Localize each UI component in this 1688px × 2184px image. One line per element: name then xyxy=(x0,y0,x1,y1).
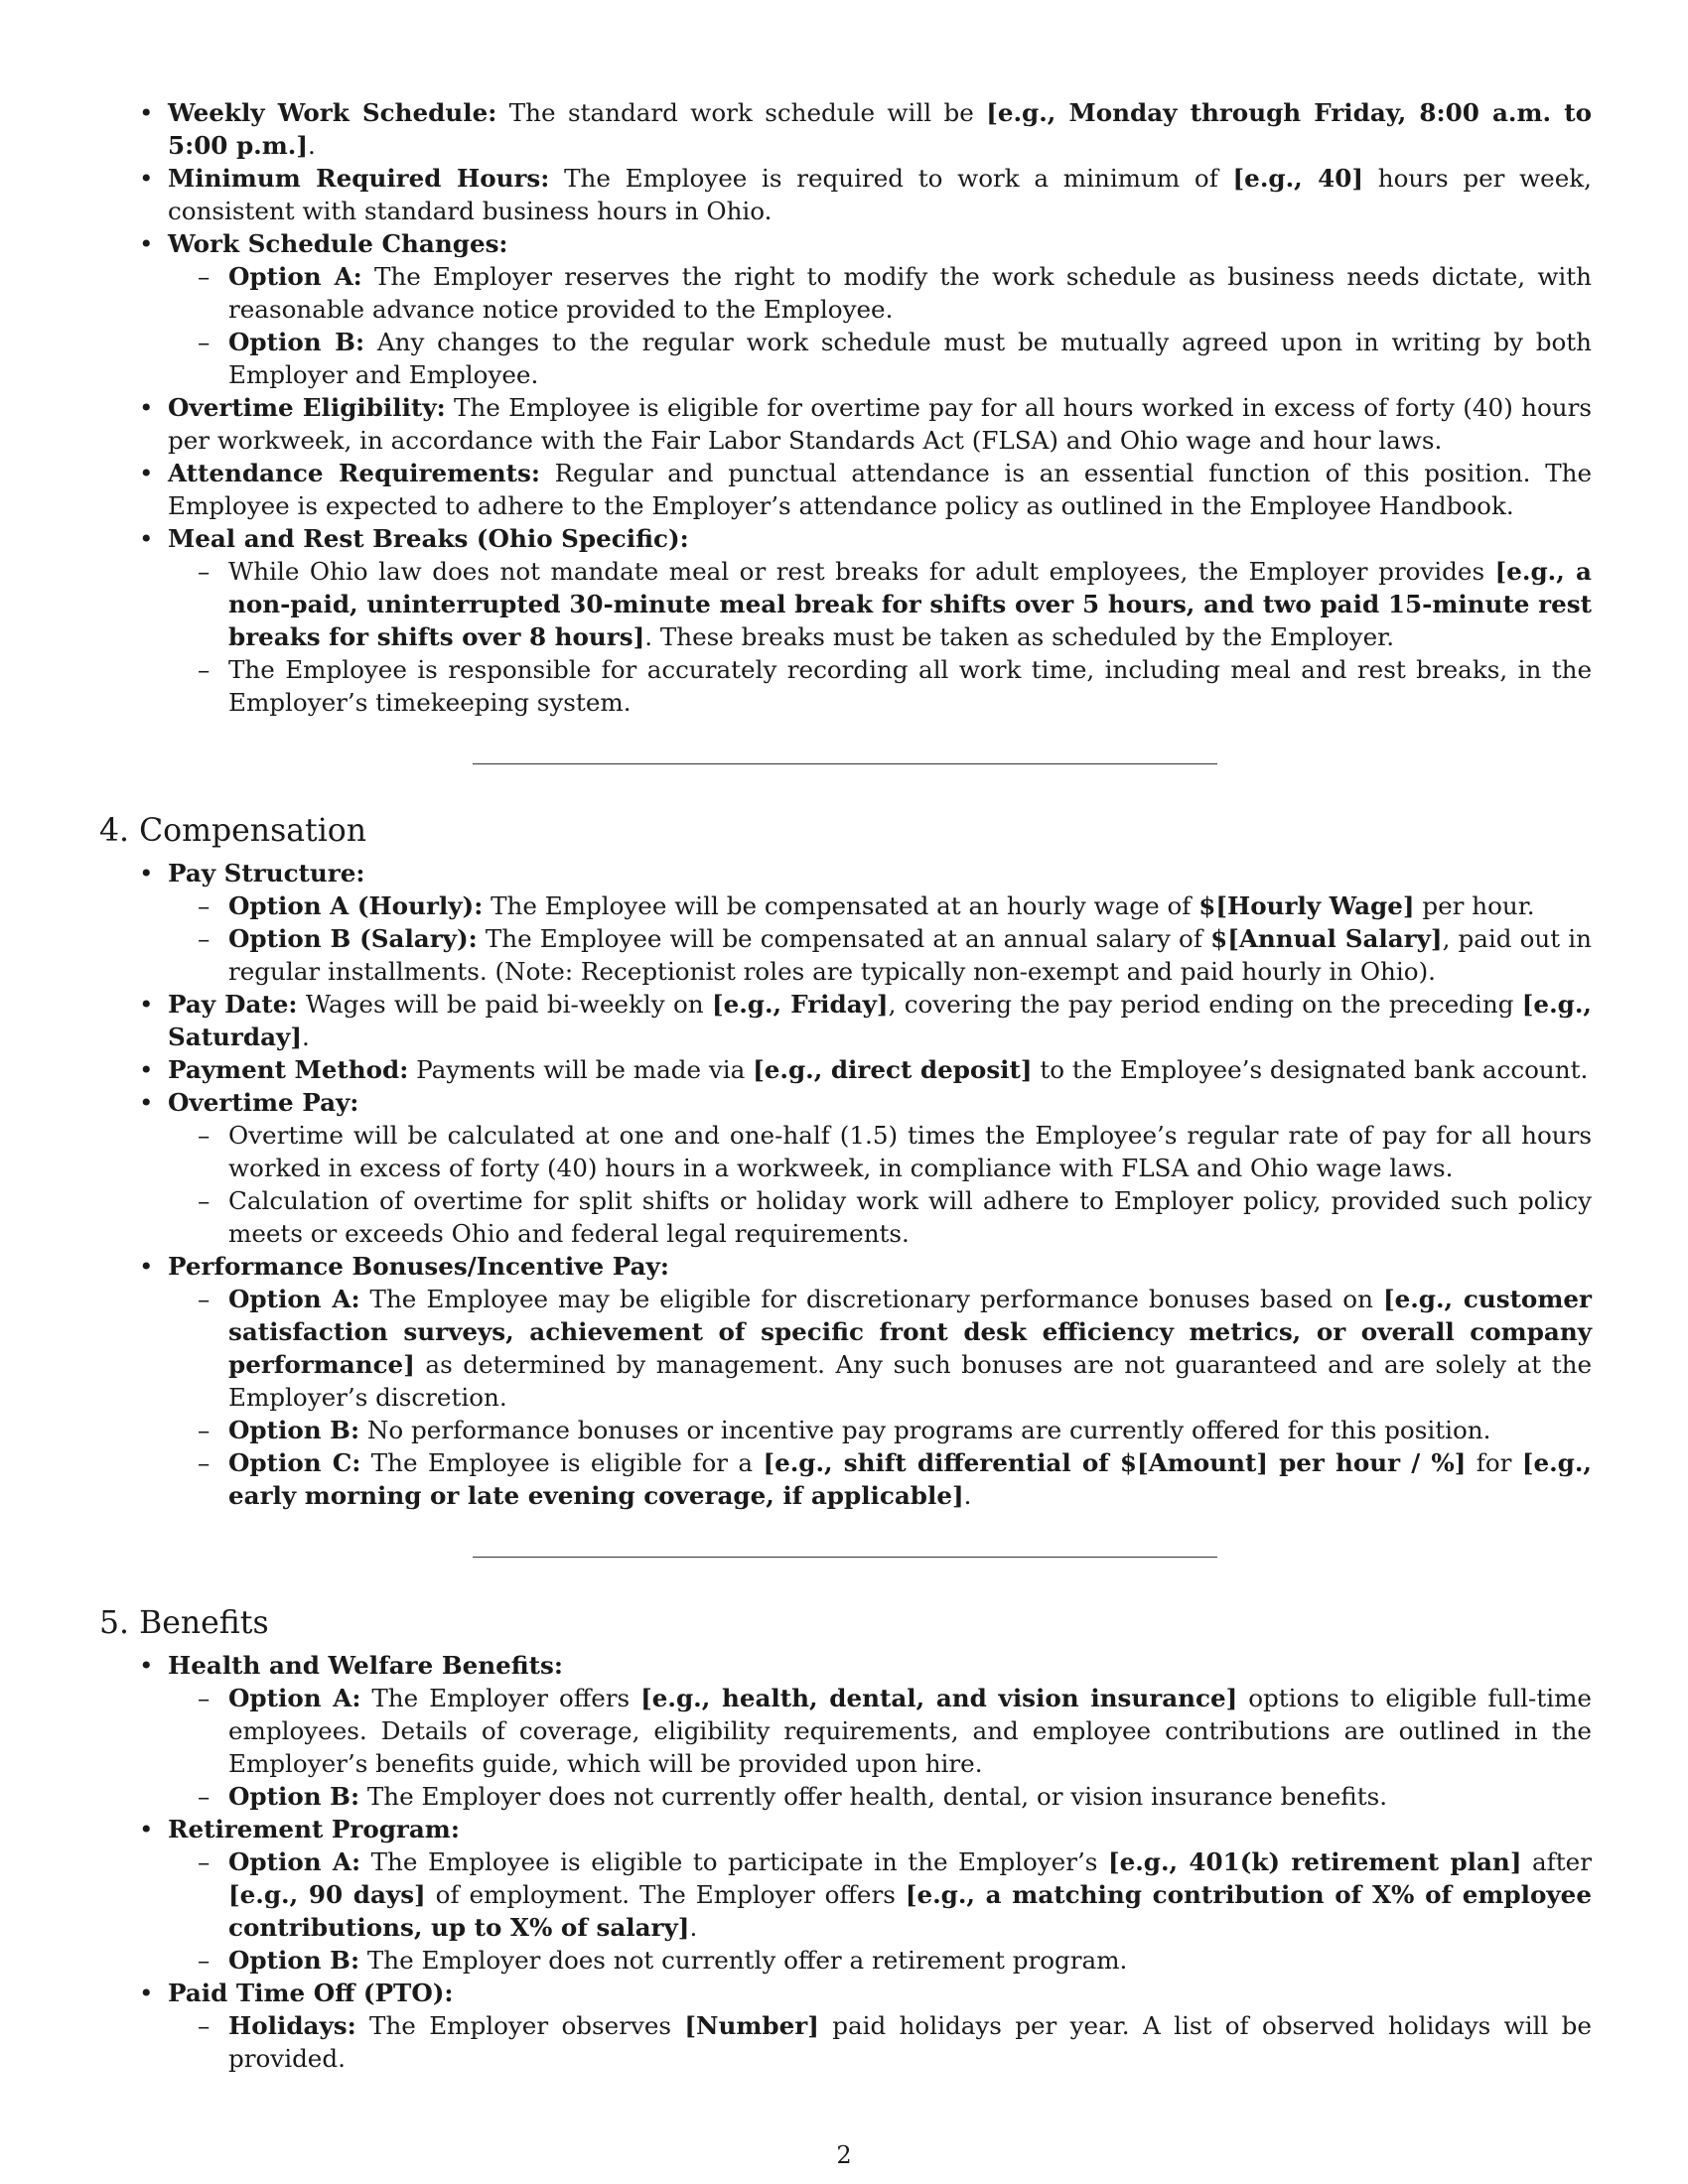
list-item-bonuses: • Performance Bonuses/Incentive Pay: – Option A: The Employee may be eligible for discretionary performance bonuses based on [e.g., customer satisfaction surveys, achievement of specific front desk efficiency metrics, or overall company performance] as determined by management. Any such bonuses are not guaranteed and are solely at the Employer’s discretion. – Option B: No performance bonuses or incentive pay programs are currently offered for this position. – Option C: The Employee is eligible for a [e.g., shift differential of $[Amount] per hour / %] for [e.g., early morning or late evening coverage, if applicable]. xyxy=(99,1250,1592,1512)
sub-item-pay-option-b: – Option B (Salary): The Employee will be compensated at an annual salary of $[Annual Salary], paid out in regular installments. (Note: Receptionist roles are typically non-exempt and paid hourly in Ohio). xyxy=(168,922,1592,988)
list-item-weekly-schedule: • Weekly Work Schedule: The standard work schedule will be [e.g., Monday through Friday, 8:00 a.m. to 5:00 p.m.]. xyxy=(99,96,1592,162)
list-item-overtime-pay: • Overtime Pay: – Overtime will be calculated at one and one-half (1.5) times the Employee’s regular rate of pay for all hours worked in excess of forty (40) hours in a workweek, in compliance with FLSA and Ohio wage laws. – Calculation of overtime for split shifts or holiday work will adhere to Employer policy, provided such policy meets or exceeds Ohio and federal legal requirements. xyxy=(99,1086,1592,1250)
section-heading-benefits: 5. Benefits xyxy=(99,1605,269,1641)
list-item-overtime-eligibility: • Overtime Eligibility: The Employee is eligible for overtime pay for all hours worked in excess of forty (40) hours per workweek, in accordance with the Fair Labor Standards Act (FLSA) and Ohio wage and hour laws. xyxy=(99,391,1592,457)
section-3-list xyxy=(99,96,1592,719)
list-item-attendance: • Attendance Requirements: Regular and punctual attendance is an essential function of this position. The Employee is expected to adhere to the Employer’s attendance policy as outlined in the Employee Handbook. xyxy=(99,457,1592,522)
sub-item-bonus-option-b: – Option B: No performance bonuses or incentive pay programs are currently offered for this position. xyxy=(168,1414,1592,1446)
sub-item-retirement-option-a: – Option A: The Employee is eligible to participate in the Employer’s [e.g., 401(k) retirement plan] after [e.g., 90 days] of employment. The Employer offers [e.g., a matching contribution of X% of employee contributions, up to X% of salary]. xyxy=(168,1845,1592,1944)
list-item-pay-structure: • Pay Structure: – Option A (Hourly): The Employee will be compensated at an hourly wage of $[Hourly Wage] per hour. – Option B (Salary): The Employee will be compensated at an annual salary of $[Annual Salary], paid out in regular installments. (Note: Receptionist roles are typically non-exempt and paid hourly in Ohio). xyxy=(99,857,1592,988)
sub-item-changes-option-b: – Option B: Any changes to the regular work schedule must be mutually agreed upon in writing by both Employer and Employee. xyxy=(168,326,1592,391)
sub-item-bonus-option-a: – Option A: The Employee may be eligible for discretionary performance bonuses based on [e.g., customer satisfaction surveys, achievement of specific front desk efficiency metrics, or overall company performance] as determined by management. Any such bonuses are not guaranteed and are solely at the Employer’s discretion. xyxy=(168,1283,1592,1414)
section-divider xyxy=(473,1557,1217,1558)
list-item-meal-breaks: • Meal and Rest Breaks (Ohio Specific): – While Ohio law does not mandate meal or rest breaks for adult employees, the Employer provides [e.g., a non-paid, uninterrupted 30-minute meal break for shifts over 5 hours, and two paid 15-minute rest breaks for shifts over 8 hours]. These breaks must be taken as scheduled by the Employer. – The Employee is responsible for accurately recording all work time, including meal and rest breaks, in the Employer’s timekeeping system. xyxy=(99,522,1592,719)
list-item-pay-date: • Pay Date: Wages will be paid bi-weekly on [e.g., Friday], covering the pay period ending on the preceding [e.g., Saturday]. xyxy=(99,988,1592,1053)
sub-item-retirement-option-b: – Option B: The Employer does not currently offer a retirement program. xyxy=(168,1944,1592,1977)
sub-item-overtime-split-shifts: – Calculation of overtime for split shifts or holiday work will adhere to Employer policy, provided such policy meets or exceeds Ohio and federal legal requirements. xyxy=(168,1184,1592,1250)
page-number: 2 xyxy=(836,2141,852,2169)
list-item-pto: • Paid Time Off (PTO): – Holidays: The Employer observes [Number] paid holidays per year. A list of observed holidays will be provided. xyxy=(99,1977,1592,2075)
sub-item-health-option-a: – Option A: The Employer offers [e.g., health, dental, and vision insurance] options to eligible full-time employees. Details of coverage, eligibility requirements, and employee contributions are outlined in the Employer’s benefits guide, which will be provided upon hire. xyxy=(168,1682,1592,1780)
section-5-list xyxy=(99,1649,1592,2075)
sub-item-holidays: – Holidays: The Employer observes [Number] paid holidays per year. A list of observed holidays will be provided. xyxy=(168,2009,1592,2075)
sub-item-bonus-option-c: – Option C: The Employee is eligible for a [e.g., shift differential of $[Amount] per hour / %] for [e.g., early morning or late evening coverage, if applicable]. xyxy=(168,1446,1592,1512)
document-page xyxy=(99,96,1592,2075)
list-item-schedule-changes: • Work Schedule Changes: – Option A: The Employer reserves the right to modify the work schedule as business needs dictate, with reasonable advance notice provided to the Employee. – Option B: Any changes to the regular work schedule must be mutually agreed upon in writing by both Employer and Employee. xyxy=(99,227,1592,391)
sub-item-pay-option-a: – Option A (Hourly): The Employee will be compensated at an hourly wage of $[Hourly Wage] per hour. xyxy=(168,889,1592,922)
list-item-minimum-hours: • Minimum Required Hours: The Employee is required to work a minimum of [e.g., 40] hours per week, consistent with standard business hours in Ohio. xyxy=(99,162,1592,227)
list-item-health-benefits: • Health and Welfare Benefits: – Option A: The Employer offers [e.g., health, dental, and vision insurance] options to eligible full-time employees. Details of coverage, eligibility requirements, and employee contributions are outlined in the Employer’s benefits guide, which will be provided upon hire. – Option B: The Employer does not currently offer health, dental, or vision insurance benefits. xyxy=(99,1649,1592,1813)
section-divider xyxy=(473,763,1217,764)
sub-item-meal-policy: – While Ohio law does not mandate meal or rest breaks for adult employees, the Employer provides [e.g., a non-paid, uninterrupted 30-minute meal break for shifts over 5 hours, and two paid 15-minute rest breaks for shifts over 8 hours]. These breaks must be taken as scheduled by the Employer. xyxy=(168,555,1592,653)
list-item-payment-method: • Payment Method: Payments will be made via [e.g., direct deposit] to the Employee’s designated bank account. xyxy=(99,1053,1592,1086)
section-heading-compensation: 4. Compensation xyxy=(99,813,367,849)
sub-item-meal-recording: – The Employee is responsible for accurately recording all work time, including meal and rest breaks, in the Employer’s timekeeping system. xyxy=(168,653,1592,719)
sub-item-changes-option-a: – Option A: The Employer reserves the right to modify the work schedule as business needs dictate, with reasonable advance notice provided to the Employee. xyxy=(168,260,1592,326)
list-item-retirement: • Retirement Program: – Option A: The Employee is eligible to participate in the Employer’s [e.g., 401(k) retirement plan] after [e.g., 90 days] of employment. The Employer offers [e.g., a matching contribution of X% of employee contributions, up to X% of salary]. – Option B: The Employer does not currently offer a retirement program. xyxy=(99,1813,1592,1977)
sub-item-health-option-b: – Option B: The Employer does not currently offer health, dental, or vision insurance benefits. xyxy=(168,1780,1592,1813)
section-4-list xyxy=(99,857,1592,1512)
sub-item-overtime-rate: – Overtime will be calculated at one and one-half (1.5) times the Employee’s regular rate of pay for all hours worked in excess of forty (40) hours in a workweek, in compliance with FLSA and Ohio wage laws. xyxy=(168,1119,1592,1184)
